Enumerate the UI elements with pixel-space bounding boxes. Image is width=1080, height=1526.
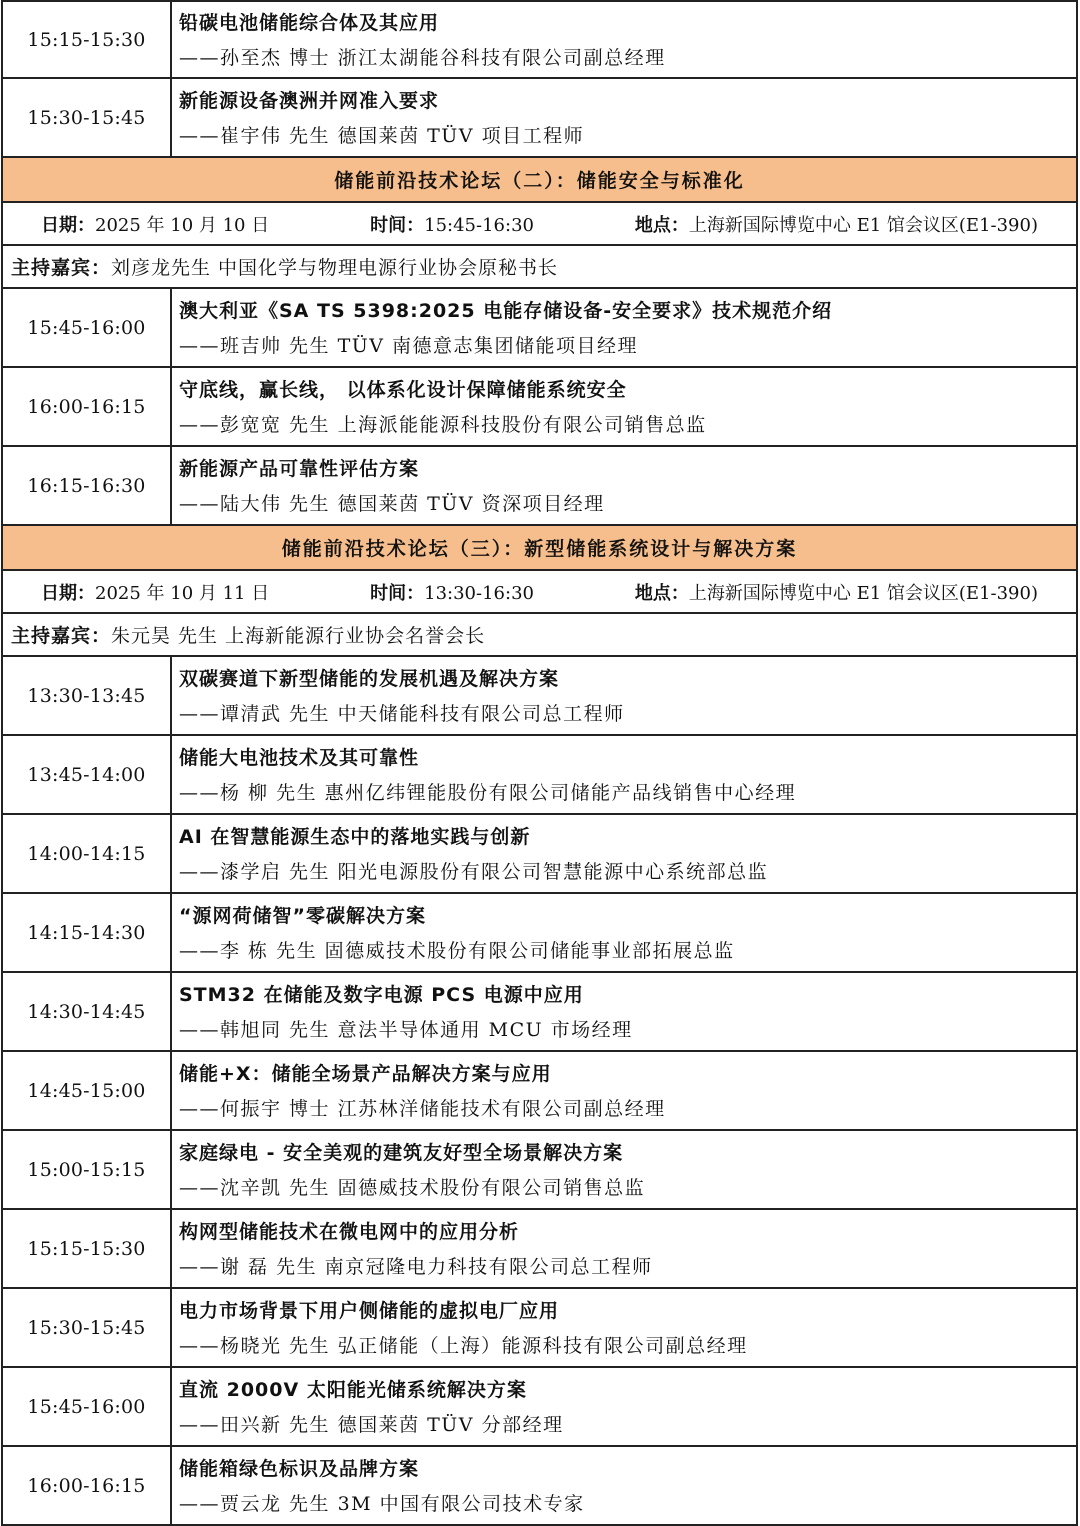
forum-info-row: [1, 203, 1078, 246]
time-cell: 14:30-14:45: [3, 973, 172, 1050]
time-cell: 15:30-15:45: [3, 79, 172, 156]
talk-cell: [172, 1447, 1076, 1524]
talk-title: 铅碳电池储能综合体及其应用: [179, 11, 440, 34]
talk-speaker: ——贾云龙 先生 3M 中国有限公司技术专家: [179, 1492, 585, 1515]
talk-cell: [172, 894, 1076, 971]
talk-title: 储能箱绿色标识及品牌方案: [179, 1457, 420, 1480]
date-info: [41, 579, 269, 605]
talk-title: 新能源产品可靠性评估方案: [179, 457, 420, 480]
forum-header: 储能前沿技术论坛（三）：新型储能系统设计与解决方案: [1, 526, 1078, 571]
talk-cell: [172, 815, 1076, 892]
talk-speaker: ——谭清武 先生 中天储能科技有限公司总工程师: [179, 702, 625, 725]
table-row: [1, 79, 1078, 158]
table-row: [1, 368, 1078, 447]
time-cell: 15:15-15:30: [3, 2, 172, 77]
talk-cell: [172, 736, 1076, 813]
talk-title: 新能源设备澳洲并网准入要求: [179, 89, 440, 112]
time-cell: 14:15-14:30: [3, 894, 172, 971]
talk-speaker: ——韩旭同 先生 意法半导体通用 MCU 市场经理: [179, 1018, 633, 1041]
talk-title: STM32 在储能及数字电源 PCS 电源中应用: [179, 983, 584, 1006]
host-label: 主持嘉宾：: [11, 257, 112, 279]
time-cell: 15:30-15:45: [3, 1289, 172, 1366]
table-row: [1, 289, 1078, 368]
talk-speaker: ——杨 柳 先生 惠州亿纬锂能股份有限公司储能产品线销售中心经理: [179, 781, 797, 804]
time-cell: 14:00-14:15: [3, 815, 172, 892]
date-value: 2025 年 10 月 11 日: [95, 582, 270, 604]
table-row: [1, 1131, 1078, 1210]
talk-title: 储能+X：储能全场景产品解决方案与应用: [179, 1062, 552, 1085]
talk-title: 澳大利亚《SA TS 5398:2025 电能存储设备-安全要求》技术规范介绍: [179, 299, 833, 322]
talk-speaker: ——田兴新 先生 德国莱茵 TÜV 分部经理: [179, 1413, 564, 1436]
table-row: [1, 736, 1078, 815]
talk-speaker: ——李 栋 先生 固德威技术股份有限公司储能事业部拓展总监: [179, 939, 735, 962]
time-label: 时间：: [370, 582, 425, 604]
place-label: 地点：: [634, 214, 689, 236]
time-cell: 16:00-16:15: [3, 368, 172, 445]
table-row: [1, 973, 1078, 1052]
talk-speaker: ——彭宽宽 先生 上海派能能源科技股份有限公司销售总监: [179, 413, 707, 436]
talk-cell: [172, 289, 1076, 366]
time-cell: 16:15-16:30: [3, 447, 172, 524]
table-row: [1, 1210, 1078, 1289]
place-label: 地点：: [634, 582, 689, 604]
time-label: 时间：: [370, 214, 425, 236]
talk-speaker: ——崔宇伟 先生 德国莱茵 TÜV 项目工程师: [179, 124, 585, 147]
time-cell: 16:00-16:15: [3, 1447, 172, 1524]
table-row: [1, 1447, 1078, 1526]
time-value: 13:30-16:30: [424, 582, 534, 604]
time-cell: 15:00-15:15: [3, 1131, 172, 1208]
talk-speaker: ——班吉帅 先生 TÜV 南德意志集团储能项目经理: [179, 334, 639, 357]
talk-title: AI 在智慧能源生态中的落地实践与创新: [179, 825, 531, 848]
table-row: [1, 894, 1078, 973]
place-value: 上海新国际博览中心 E1 馆会议区(E1-390): [688, 214, 1038, 236]
table-row: [1, 815, 1078, 894]
time-cell: 14:45-15:00: [3, 1052, 172, 1129]
talk-speaker: ——陆大伟 先生 德国莱茵 TÜV 资深项目经理: [179, 492, 605, 515]
time-cell: 13:30-13:45: [3, 657, 172, 734]
talk-cell: [172, 1210, 1076, 1287]
table-row: [1, 657, 1078, 736]
host-label: 主持嘉宾：: [11, 625, 112, 647]
talk-title: 储能大电池技术及其可靠性: [179, 746, 420, 769]
date-info: [41, 211, 269, 237]
table-row: [1, 1289, 1078, 1368]
talk-title: 双碳赛道下新型储能的发展机遇及解决方案: [179, 667, 560, 690]
date-label: 日期：: [41, 214, 95, 236]
place-info: [635, 211, 1038, 237]
time-info: [370, 579, 534, 605]
table-row: [1, 447, 1078, 526]
talk-speaker: ——沈辛凯 先生 固德威技术股份有限公司销售总监: [179, 1176, 646, 1199]
time-cell: 15:15-15:30: [3, 1210, 172, 1287]
talk-cell: [172, 1131, 1076, 1208]
date-value: 2025 年 10 月 10 日: [95, 214, 270, 236]
talk-title: 直流 2000V 太阳能光储系统解决方案: [179, 1378, 527, 1401]
talk-cell: [172, 1052, 1076, 1129]
time-value: 15:45-16:30: [424, 214, 534, 236]
talk-title: 电力市场背景下用户侧储能的虚拟电厂应用: [179, 1299, 560, 1322]
talk-cell: [172, 368, 1076, 445]
date-label: 日期：: [41, 582, 95, 604]
talk-title: 家庭绿电 - 安全美观的建筑友好型全场景解决方案: [179, 1141, 624, 1164]
table-row: [1, 0, 1078, 79]
host-row: [1, 246, 1078, 289]
host-value: 朱元昊 先生 上海新能源行业协会名誉会长: [111, 625, 486, 647]
talk-cell: [172, 1368, 1076, 1445]
table-row: [1, 1368, 1078, 1447]
talk-cell: [172, 973, 1076, 1050]
time-info: [370, 211, 534, 237]
talk-speaker: ——杨晓光 先生 弘正储能（上海）能源科技有限公司副总经理: [179, 1334, 748, 1357]
talk-speaker: ——孙至杰 博士 浙江太湖能谷科技有限公司副总经理: [179, 46, 666, 69]
talk-speaker: ——何振宇 博士 江苏林洋储能技术有限公司副总经理: [179, 1097, 666, 1120]
talk-title: “源网荷储智”零碳解决方案: [179, 904, 426, 927]
time-cell: 15:45-16:00: [3, 1368, 172, 1445]
talk-cell: [172, 657, 1076, 734]
host-row: [1, 614, 1078, 657]
talk-title: 守底线，赢长线， 以体系化设计保障储能系统安全: [179, 378, 627, 401]
table-row: [1, 1052, 1078, 1131]
talk-cell: [172, 79, 1076, 156]
agenda-table: [1, 0, 1078, 1526]
place-value: 上海新国际博览中心 E1 馆会议区(E1-390): [688, 582, 1038, 604]
forum-info-row: [1, 571, 1078, 614]
time-cell: 15:45-16:00: [3, 289, 172, 366]
forum-header: 储能前沿技术论坛（二）：储能安全与标准化: [1, 158, 1078, 203]
talk-cell: [172, 447, 1076, 524]
talk-speaker: ——谢 磊 先生 南京冠隆电力科技有限公司总工程师: [179, 1255, 653, 1278]
place-info: [635, 579, 1038, 605]
talk-speaker: ——漆学启 先生 阳光电源股份有限公司智慧能源中心系统部总监: [179, 860, 769, 883]
talk-title: 构网型储能技术在微电网中的应用分析: [179, 1220, 520, 1243]
time-cell: 13:45-14:00: [3, 736, 172, 813]
host-value: 刘彦龙先生 中国化学与物理电源行业协会原秘书长: [111, 257, 559, 279]
talk-cell: [172, 1289, 1076, 1366]
talk-cell: [172, 2, 1076, 77]
